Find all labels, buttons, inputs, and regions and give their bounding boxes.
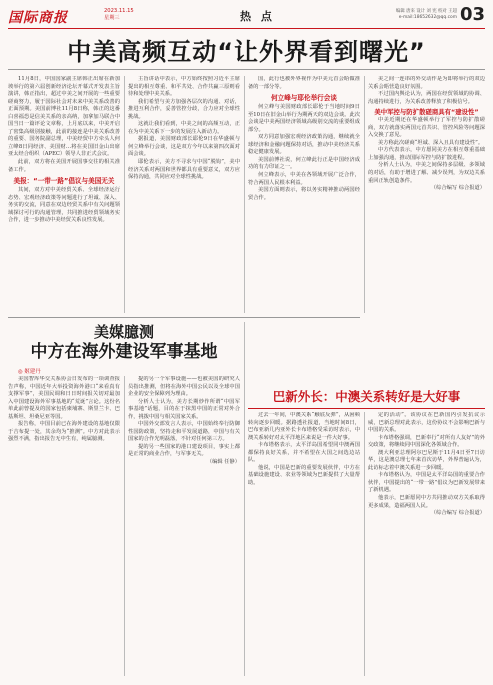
article1-paragraph: 据报道，美国财政部长耶伦9日在华盛顿与何立峰举行会谈，这是双方今年以来第四次面对面会谈。 — [128, 136, 240, 158]
article1-column-3 — [248, 76, 360, 313]
article1-paragraph: 中方代表表示，中方愿同美方在相互尊重基础上加强沟通，推动国际军控与防扩散进程。 — [368, 147, 485, 161]
article1-paragraph: 美之间一连串的外交动作是为即将举行的双边关系会晤营造良好氛围。 — [368, 76, 485, 90]
article1-column-1 — [8, 76, 120, 313]
article2-paragraph: 提的另一个军事设施——也被美国的研究人员指出推测，但将在海外中国公民以及全球中国企业的安全保障列为理由。 — [128, 376, 240, 398]
article3-paragraph: 卡布塔格表示，太平洋岛国希望同中澳两国都保持良好关系，并不希望在大国之间选边站队。 — [248, 442, 360, 464]
issue-date-line: 2023.11.15 — [104, 8, 134, 14]
column-divider — [124, 376, 125, 676]
article1-paragraph: 分析人士认为，中美之间保持多层级、多领域的对话，有助于增进了解、减少误判，为双边关系重回正轨创造条件。 — [368, 162, 485, 184]
article1-paragraph: 这就让我们看到，中美之间的高频互动，正在为中美关系下一步的发展注入新动力。 — [128, 121, 240, 135]
editor-credits — [396, 9, 457, 21]
article2-headline-line2: 中方在海外建设军事基地 — [30, 342, 218, 362]
newspaper-logo: 国际商报 — [8, 10, 68, 26]
article3-paragraph: 定的活动”。该协议在巴新国内引发抗议示威，巴新总理对此表示，这份协议不会影响巴新与中国的关系。 — [368, 412, 485, 434]
article2-paragraph: 分析人士认为，美方长期炒作所谓“中国军事基地”话题，目的在于抹黑中国的正常对外合作，挑拨中国与相关国家关系。 — [128, 398, 240, 420]
article1-paragraph: 不过国内舆论认为，两国在经贸领域的协调、沟通持续进行，为关系改善释放了积极信号。 — [368, 91, 485, 105]
article1-paragraph: 此前，双方将在美国开展国事交往的相关准备工作。 — [8, 159, 120, 173]
article2-headline — [8, 322, 240, 362]
section-title: 热 点 — [240, 10, 275, 23]
article2-column-2 — [128, 376, 240, 676]
article1-subheading: 何立峰与耶伦举行会谈 — [271, 94, 337, 103]
section-divider — [8, 317, 360, 318]
article1-paragraph: 美方称此次磋商“坦诚、深入且具有建设性”。 — [378, 139, 484, 146]
article2-byline: ◎ 姬建丹 — [18, 369, 41, 375]
article1-subheading: 美报：“一带一路”倡议与美国无关 — [13, 177, 115, 186]
page-number: 03 — [459, 4, 485, 25]
article1-column-2 — [128, 76, 240, 313]
main-headline: 中美高频互动“让外界看到曙光” — [8, 36, 485, 70]
column-divider — [124, 76, 125, 313]
article1-paragraph: 我们希望与美方加强各层次的沟通、对话，推进互利合作，妥善管控分歧，合力应对全球性挑战。 — [128, 98, 240, 120]
article2-headline-line1: 美媒臆测 — [93, 323, 154, 341]
article3-column-1 — [248, 412, 360, 676]
masthead — [8, 6, 485, 29]
editor-names: 编辑 唐来 设计 刘 宪 校对 王超 — [395, 9, 457, 14]
article1-paragraph: 美国前博社说，何立峰此行正是中国经济成功的有力印证之一。 — [248, 156, 360, 171]
article1-paragraph: 耶伦表示，美方不寻求与中国“脱钩”，美中经济关系对两国和世界都具有重要意义，双方应保持沟通，共同应对全球性挑战。 — [128, 159, 240, 181]
issue-weekday: 星期三 — [104, 15, 120, 21]
editor-email: e-mail:18652632@qq.com — [398, 15, 457, 20]
article2-paragraph: 提的另一些国家的港口建设项目，事实上都是正常的商业合作，与军事无关。 — [128, 443, 240, 458]
article3-paragraph: 他表示，巴新愿同中方共同推动双方关系取得更多成果，造福两国人民。 — [368, 495, 485, 509]
article3-headline: 巴新外长：中澳关系转好是大好事 — [272, 389, 461, 404]
article1-paragraph: 何立峰表示，中美在各领域开展广泛合作，符合两国人民根本利益。 — [248, 172, 360, 186]
article2-paragraph: 报告称，中国目前已在海外建设的基地仅限于吉布提一处，其余均为“推测”。中方对此表示强烈不满，指出报告无中生有，纯属臆测。 — [8, 421, 120, 443]
article1-paragraph: 美国方面则表示，将以务实精神推动两国经贸合作。 — [248, 187, 360, 201]
article3-paragraph: 澳大利亚总理阿尔巴尼斯于11月4日至7日访华，这是澳总理七年来首次访华，外界普遍认为，此访标志着中澳关系进一步回暖。 — [368, 449, 485, 471]
article2-paragraph: （编辑 任静） — [206, 459, 240, 466]
issue-date — [104, 8, 134, 22]
article1-paragraph: 双方同意加强宏观经济政策沟通，继续就全球经济和金融问题保持对话，推动中美经济关系稳定健康发展。 — [248, 134, 360, 156]
column-divider — [364, 412, 365, 676]
article2-column-1 — [8, 376, 120, 676]
article1-paragraph: 中美近期还在华盛顿举行了军控与防扩散磋商，双方就落实两国元首共识、管控风险等问题深入交换了意见。 — [368, 117, 485, 139]
article1-column-4 — [368, 76, 485, 382]
column-divider — [244, 322, 245, 676]
article1-paragraph: 何立峰与美国财政部长耶伦于当地时间9日至10日在旧金山举行为期两天的双边会谈。此次会谈是中美两国经济领域高级别交流的重要组成部分。 — [248, 104, 360, 133]
article2-paragraph: 中国外交部发言人表示，中国始终奉行防御性国防政策，坚持走和平发展道路，中国与有关国家的合作光明磊落，不针对任何第三方。 — [128, 421, 240, 443]
article3-paragraph: 卡布塔格强调，巴新奉行“对所有人友好”的外交政策，将继续同中国深化各领域合作。 — [368, 434, 485, 449]
article3-paragraph: 卡布塔格认为，中国是太平洋岛国的重要合作伙伴，中国提出的“一带一路”倡议为巴新发展带来了新机遇。 — [368, 472, 485, 494]
article1-subheading: 美中军控与防扩散磋商具有“建设性” — [374, 108, 479, 117]
article3-paragraph: （综合编写 综合报道） — [430, 510, 485, 517]
column-divider — [364, 76, 365, 313]
article-area — [8, 70, 485, 680]
headline-underline — [248, 408, 485, 409]
article1-paragraph: （综合编写 综合报道） — [430, 185, 485, 192]
article1-paragraph: 其间，双方对中美经贸关系、全球经济运行态势、宏观经济政策等问题进行了坦诚、深入、务实的交流，同意在双边经贸关系中有关问题领域探讨可行的沟通管理，共同推进经贸领域务实合作，进一步推动中美经贸关系良性发展。 — [8, 187, 120, 224]
article3-paragraph: 过去一年间，中澳关系“触底反弹”，从困顿转向逐步回暖。据路透社报道，当地时间8日，巴布亚新几内亚外长卡布塔格受采访时表示，中澳关系转好对太平洋地区来说是一件大好事。 — [248, 412, 360, 441]
article3-column-2 — [368, 412, 485, 676]
article1-paragraph: 主旨讲话中表示，中方始终按照习近平主席提出的相互尊重、和平共处、合作共赢三原则看待和处理中美关系。 — [128, 76, 240, 98]
article1-paragraph: 国，此行也被外界视作为中美元首会晤做准备的一部分等。 — [248, 76, 360, 90]
article3-paragraph: 他说，中国是巴新的重要发展伙伴，中方在基础设施建设、农业等领域为巴新提供了大量帮助。 — [248, 464, 360, 486]
column-divider — [244, 76, 245, 313]
article1-paragraph: 11月8日，中国国家副主席韩正出席在新加坡举行的第六届创新经济论坛开幕式开发表主旨演讲，韩正指出，超过中美之间开展的一些重要磋商努力，履于国际社会对未来中美关系改善的正面预期。美国前博社11月8日称，韩正的这番白喜福恐是信美关系的亲高纳，加拿加马联合中国当日一篇评论文章称，上月底以来，中美开启了密集高级别接触，此前的接连是中美关系改善的重要、国务院副总理，中美经贸中方牵头人何立峰8日同经济、美国财…将在美国旧金山出席亚太经合组织（APEC）领导人非正式会议。 — [8, 76, 120, 158]
article2-paragraph: 美国智库华交关系协会日发布的一项调查报告声称，中国近年大举投资海外港口“来看真有支撑军事”，美国民调和日日时间报关切对最加入中国建设海外军事基地的“荒诞”言论。这份名单此前曾提及的国家包括柬埔寨、斯里兰卡、巴基斯坦、坦桑尼亚等国。 — [8, 376, 120, 420]
